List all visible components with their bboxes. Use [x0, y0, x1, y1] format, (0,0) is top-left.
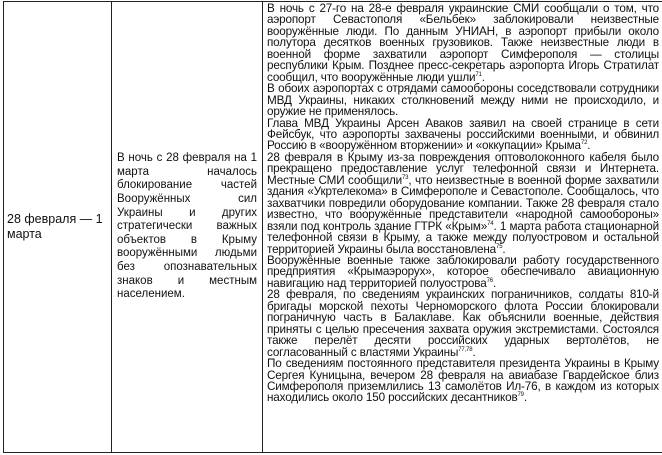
paragraph-tail: , что неизвестные в военной форме захватили здания «Укртелекома» в Симферополе и Севастополе. Сообщалось, что захватчики повредили оборудование компании. Также 28 февраля стало известно, что вооружённые представители «народной самообороны» взяли под контроль здание ГТРК «Крым»	[267, 173, 659, 233]
paragraph-gvardeyskoe	[267, 358, 659, 404]
footnote-ref: 73	[402, 174, 409, 181]
paragraph-avakov	[267, 118, 659, 152]
summary-cell: В ночь с 28 февраля на 1 марта началось блокирование частей Вооружённых сил Украины и других стратегически важных объектов в Крыму вооружёнными людьми без опознавательных знаков и местным населением.	[112, 2, 263, 453]
footnote-ref: 75	[496, 243, 503, 250]
paragraph-telecom	[267, 152, 659, 255]
paragraph-tail: .	[472, 345, 476, 359]
paragraph-aeroruh	[267, 255, 659, 289]
paragraph-balaklava	[267, 289, 659, 358]
paragraph-text: По сведениям постоянного представителя президента Украины в Крыму Сергея Куницына, вечером 28 февраля на авиабазе Гвардейское близ Симферополя приземлились 13 самолётов Ил-76, в каждом из которых находились около 150 российских десантников	[267, 357, 659, 405]
paragraph-tail: . 1 марта работа стационарной телефонной связи в Крыму, а также между полуостровом и остальной территорией Украины была восстановлена	[267, 219, 659, 256]
paragraph-text: 28 февраля, по сведениям украинских пограничников, солдаты 810-й бригады морской пехоты Черноморского флота России блокировали пограничную часть в Балаклаве. Как объяснили военные, действия приняты с целью пресечения захвата оружия экстремистами. Состоялся также перелёт десяти российских ударных вертолётов, не согласованный с властями Украины	[267, 288, 659, 359]
paragraph-tail: .	[587, 139, 591, 153]
footnote-ref: 77,78	[458, 346, 473, 353]
paragraph-tail: .	[502, 242, 506, 256]
table-row	[4, 2, 662, 453]
footnote-ref: 71	[475, 71, 482, 78]
paragraph-text: В обоих аэропортах с отрядами самообороны соседствовали сотрудники МВД Украины, никаких столкновений между ними не происходило, и оружие не применялось.	[267, 82, 659, 119]
details-cell	[263, 2, 662, 453]
paragraph-text: В ночь с 27-го на 28-е февраля украинские СМИ сообщали о том, что аэропорт Севастополя «Бельбек» заблокировали неизвестные вооружённые люди. По данным УНИАН, в аэропорт прибыли около полутора десятков военных грузовиков. Также неизвестные люди в военной форме захватили аэропорт Симферополя — столицы республики Крым. Позднее пресс-секретарь аэропорта Игорь Стратилат сообщил, что вооружённые люди ушли	[267, 2, 659, 84]
paragraph-tail: .	[523, 391, 527, 405]
paragraph-text: Вооружённые военные также заблокировали работу государственного предприятия «Крымаэрорух», которое обеспечивало авиационную навигацию над территорией полуострова	[267, 253, 659, 290]
paragraph-tail: .	[492, 276, 497, 290]
paragraph-tail: .	[481, 70, 485, 84]
footnote-ref: 76	[486, 277, 493, 284]
footnote-ref: 72	[580, 140, 588, 147]
paragraph-text: Глава МВД Украины Арсен Аваков заявил на своей странице в сети Фейсбук, что аэропорты захвачены российскими военными, и обвинил Россию в «вооружённом вторжении» и «оккупации» Крыма	[267, 116, 659, 153]
paragraph-mvd	[267, 83, 659, 117]
footnote-ref: 74	[487, 220, 494, 227]
date-cell: 28 февраля — 1 марта	[4, 2, 112, 453]
events-table	[3, 1, 662, 453]
paragraph-text: 28 февраля в Крыму из-за повреждения оптоволоконного кабеля было прекращено предоставление услуг телефонной связи и Интернета. Местные СМИ сообщили	[267, 150, 659, 187]
paragraph-airports	[267, 3, 659, 83]
footnote-ref: 79	[517, 392, 524, 399]
